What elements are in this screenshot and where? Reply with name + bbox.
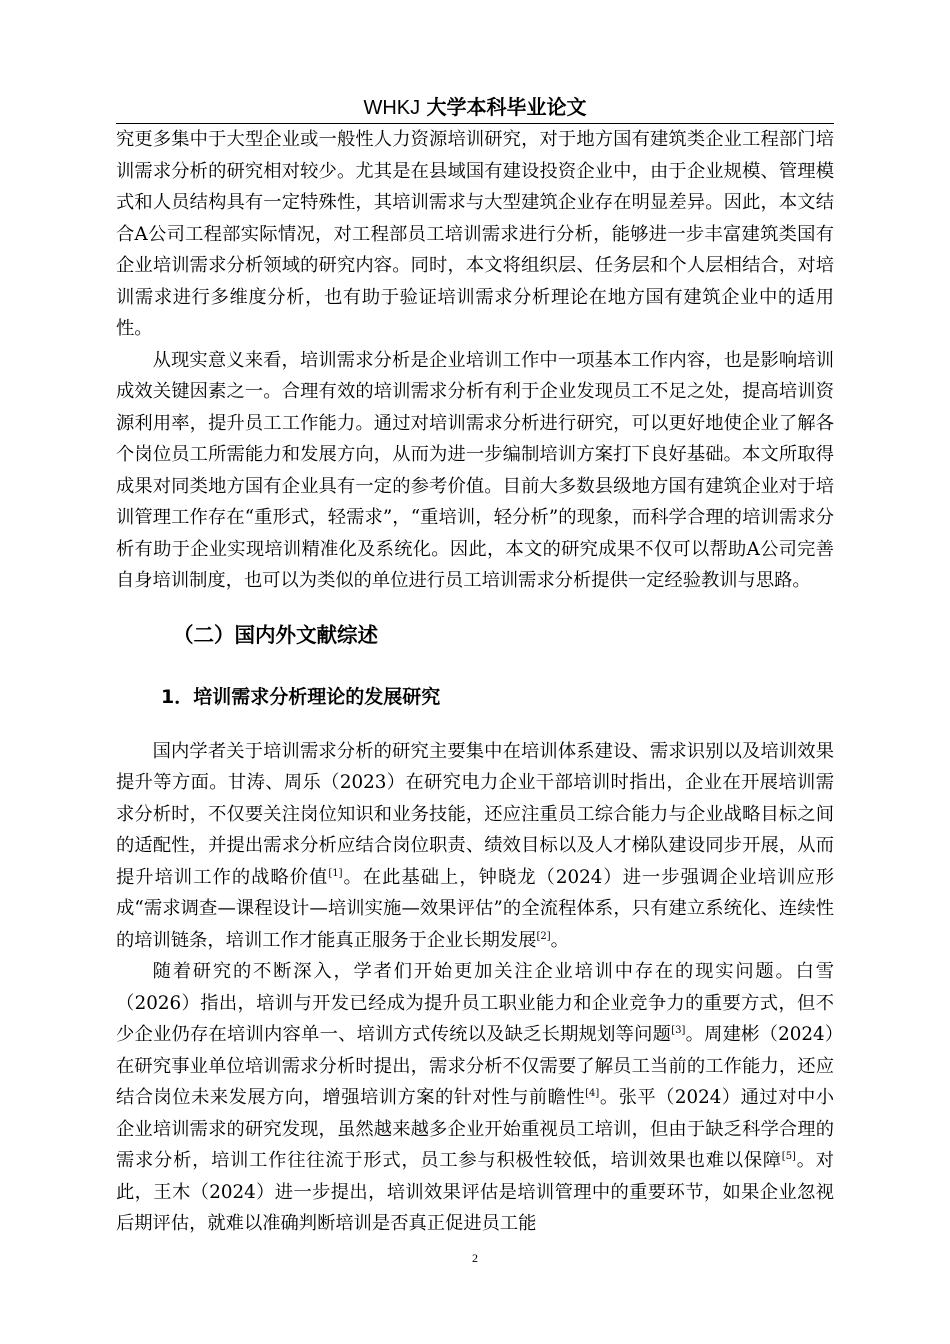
paragraph-text: 。周建彬（2024）在研究事业单位培训需求分析时提出，需求分析不仅需要了解员工当前的工作能力，还应结合岗位未来发展方向，增强培训方案的针对性与前瞻性 <box>116 1024 834 1108</box>
subsection-heading: 1．培训需求分析理论的发展研究 <box>161 685 441 708</box>
header-title: 大学本科毕业论文 <box>426 95 587 119</box>
paragraph-text: 。在此基础上，钟晓龙（2024）进一步强调企业培训应形成“需求调查—课程设计—培训实施—效果评估”的全流程体系，只有建立系统化、连续性的培训链条，培训工作才能真正服务于企业长期发展 <box>116 866 834 951</box>
citation-link[interactable]: [4] <box>585 1087 600 1099</box>
page-number: 2 <box>472 1251 478 1265</box>
paragraph-significance-practice: 从现实意义来看，培训需求分析是企业培训工作中一项基本工作内容，也是影响培训成效关键因素之一。合理有效的培训需求分析有利于企业发现员工不足之处，提高培训资源利用率，提升员工工作能力。通过对培训需求分析进行研究，可以更好地使企业了解各个岗位员工所需能力和发展方向，从而为进一步编制培训方案打下良好基础。本文所取得成果对同类地方国有企业具有一定的参考价值。目前大多数县级地方国有建筑企业对于培训管理工作存在“重形式，轻需求”，“重培训，轻分析”的现象，而科学合理的培训需求分析有助于企业实现培训精准化及系统化。因此，本文的研究成果不仅可以帮助A公司完善自身培训制度，也可以为类似的单位进行员工培训需求分析提供一定经验教训与思路。 <box>116 349 834 591</box>
paragraph-significance-theory: 究更多集中于大型企业或一般性人力资源培训研究，对于地方国有建筑类企业工程部门培训需求分析的研究相对较少。尤其是在县域国有建设投资企业中，由于企业规模、管理模式和人员结构具有一定特殊性，其培训需求与大型建筑企业存在明显差异。因此，本文结合A公司工程部实际情况，对工程部员工培训需求进行分析，能够进一步丰富建筑类国有企业培训需求分析领域的研究内容。同时，本文将组织层、任务层和个人层相结合，对培训需求进行多维度分析，也有助于验证培训需求分析理论在地方国有建筑企业中的适用性。 <box>116 129 834 339</box>
paragraph-text: 。 <box>550 929 569 951</box>
paragraph-text: 。张平（2024）通过对中小企业培训需求的研究发现，虽然越来越多企业开始重视员工培训，但由于缺乏科学合理的需求分析，培训工作往往流于形式，员工参与积极性较低，培训效果也难以保障 <box>116 1087 834 1171</box>
page-body <box>116 124 834 1240</box>
paragraph-text: 。对此，王木（2024）进一步提出，培训效果评估是培训管理中的重要环节，如果企业忽视后期评估，就难以准确判断培训是否真正促进员工能 <box>116 1150 835 1234</box>
paragraph-research-problems <box>116 956 834 1240</box>
section-heading: （二）国内外文献综述 <box>173 622 378 647</box>
citation-link[interactable]: [1] <box>328 867 343 879</box>
paragraph-text: 国内学者关于培训需求分析的研究主要集中在培训体系建设、需求识别以及培训效果提升等方面。甘涛、周乐（2023）在研究电力企业干部培训时指出，企业在开展培训需求分析时，不仅要关注岗位知识和业务技能，还应注重员工综合能力与企业战略目标之间的适配性，并提出需求分析应结合岗位职责、绩效目标以及人才梯队建设同步开展，从而提升培训工作的战略价值 <box>116 740 834 888</box>
header-school-code: WHKJ <box>363 97 421 119</box>
citation-link[interactable]: [3] <box>671 1024 686 1036</box>
citation-link[interactable]: [5] <box>781 1150 796 1162</box>
page-header <box>116 91 834 123</box>
paragraph-domestic-research <box>116 736 834 957</box>
citation-link[interactable]: [2] <box>536 930 551 942</box>
paragraph-text: 随着研究的不断深入，学者们开始更加关注企业培训中存在的现实问题。白雪（2026）指出，培训与开发已经成为提升员工职业能力和企业竞争力的重要方式，但不少企业仍存在培训内容单一、培训方式传统以及缺乏长期规划等问题 <box>116 961 834 1045</box>
